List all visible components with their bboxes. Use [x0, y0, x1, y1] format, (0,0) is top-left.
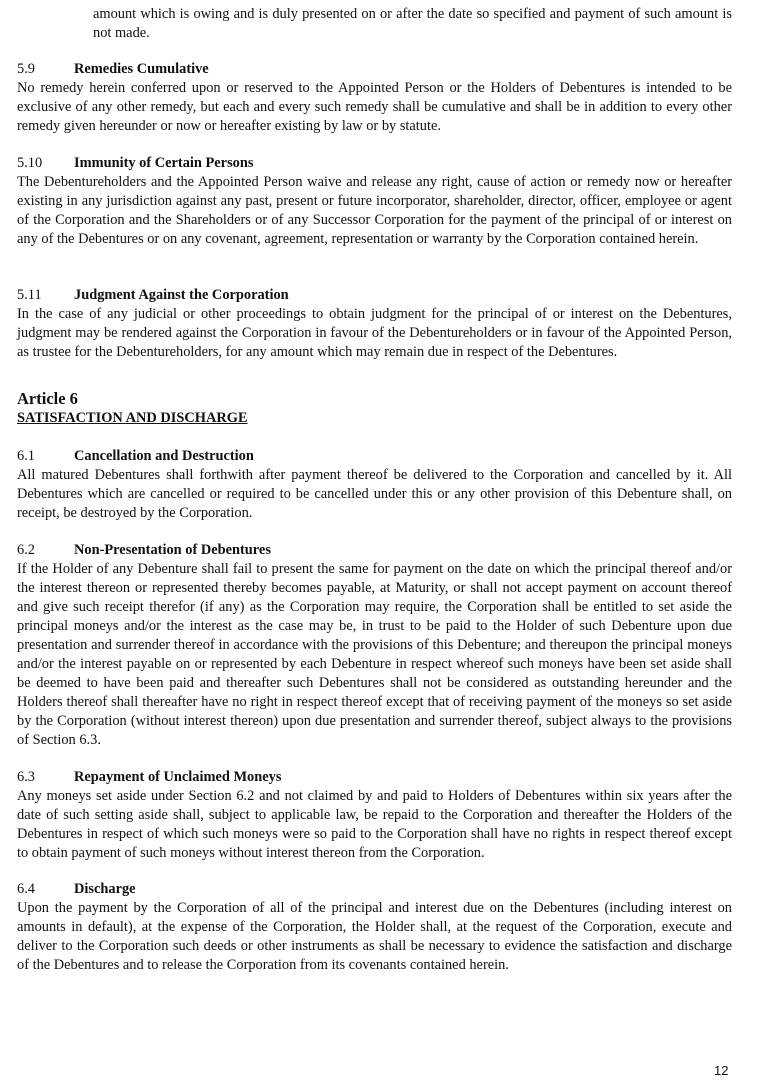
section-6-2 — [17, 541, 732, 750]
continuation-text: amount which is owing and is duly presented on or after the date so specified and payment of such amount is not made. — [93, 6, 732, 41]
section-title: Immunity of Certain Persons — [74, 155, 254, 171]
section-body: All matured Debentures shall forthwith after payment thereof be delivered to the Corporation and cancelled by it. All Debentures which are cancelled or required to be cancelled under this or any other provision of this Debenture shall, on receipt, be destroyed by the Corporation. — [17, 467, 732, 521]
section-body: If the Holder of any Debenture shall fail to present the same for payment on the date on which the principal thereof and/or the interest thereon or represented thereby becomes payable, at Maturity, or shall not accept payment on account thereof and give such receipt therefor (if any) as the Corporation may require, the Corporation shall be entitled to set aside the principal moneys and/or the interest as the case may be, in trust to be paid to the Holder of such Debenture upon due presentation and surrender thereof in accordance with the provisions of this Debenture; and thereupon the principal moneys and/or the interest payable on or represented by each Debenture in respect whereof such moneys have been set aside shall be deemed to have been paid and thereafter such Debentures shall not be considered as outstanding hereunder and the Holders thereof shall thereafter have no right in respect thereof except that of receiving payment of the moneys so set aside by the Corporation (without interest thereon) upon due presentation and surrender thereof, subject always to the provisions of Section 6.3. — [17, 561, 732, 748]
section-number: 5.9 — [17, 61, 35, 77]
section-6-4 — [17, 880, 732, 975]
section-body: Any moneys set aside under Section 6.2 and not claimed by and paid to Holders of Debentures within six years after the date of such setting aside shall, subject to applicable law, be repaid to the Corporation and thereafter the Holders of the Debentures in respect of which such moneys were so paid to the Corporation shall have no rights in respect thereof except to obtain payment of such moneys without interest thereon from the Corporation. — [17, 788, 732, 861]
section-title: Repayment of Unclaimed Moneys — [74, 769, 282, 785]
section-body: In the case of any judicial or other proceedings to obtain judgment for the principal of or interest on the Debentures, judgment may be rendered against the Corporation in favour of the Debentureholders or in favour of the Appointed Person, as trustee for the Debentureholders, for any amount which may remain due in respect of the Debentures. — [17, 306, 732, 360]
article-subtitle: SATISFACTION AND DISCHARGE — [17, 410, 248, 426]
section-title: Non-Presentation of Debentures — [74, 542, 271, 558]
section-number: 5.11 — [17, 287, 42, 303]
section-title: Remedies Cumulative — [74, 61, 209, 77]
section-title: Judgment Against the Corporation — [74, 287, 289, 303]
section-5-11 — [17, 286, 732, 362]
section-number: 6.4 — [17, 881, 35, 897]
section-5-10 — [17, 154, 732, 249]
section-6-1 — [17, 447, 732, 523]
section-number: 6.3 — [17, 769, 35, 785]
page-number: 12 — [714, 1063, 729, 1078]
article-heading — [17, 389, 732, 428]
section-title: Cancellation and Destruction — [74, 448, 254, 464]
section-number: 5.10 — [17, 155, 43, 171]
section-body: No remedy herein conferred upon or reserved to the Appointed Person or the Holders of Debentures is intended to be exclusive of any other remedy, but each and every such remedy shall be cumulative and shall be in addition to every other remedy given hereunder or now or hereafter existing by law or by statute. — [17, 80, 732, 134]
continuation-paragraph — [93, 5, 732, 43]
section-6-3 — [17, 768, 732, 863]
section-body: The Debentureholders and the Appointed Person waive and release any right, cause of action or remedy now or hereafter existing in any jurisdiction against any past, present or future incorporator, shareholder, director, officer, employee or agent of the Corporation and the Shareholders or of any Successor Corporation for the payment of the principal of or interest on any of the Debentures or on any covenant, agreement, representation or warranty by the Corporation contained herein. — [17, 174, 732, 247]
section-5-9 — [17, 60, 732, 136]
section-number: 6.1 — [17, 448, 35, 464]
article-title: Article 6 — [17, 389, 78, 408]
section-title: Discharge — [74, 881, 136, 897]
section-number: 6.2 — [17, 542, 35, 558]
section-body: Upon the payment by the Corporation of all of the principal and interest due on the Debentures (including interest on amounts in default), at the expense of the Corporation, the Holder shall, at the request of the Corporation, execute and deliver to the Corporation such deeds or other instruments as shall be necessary to evidence the satisfaction and discharge of the Debentures and to release the Corporation from its covenants contained herein. — [17, 900, 732, 973]
